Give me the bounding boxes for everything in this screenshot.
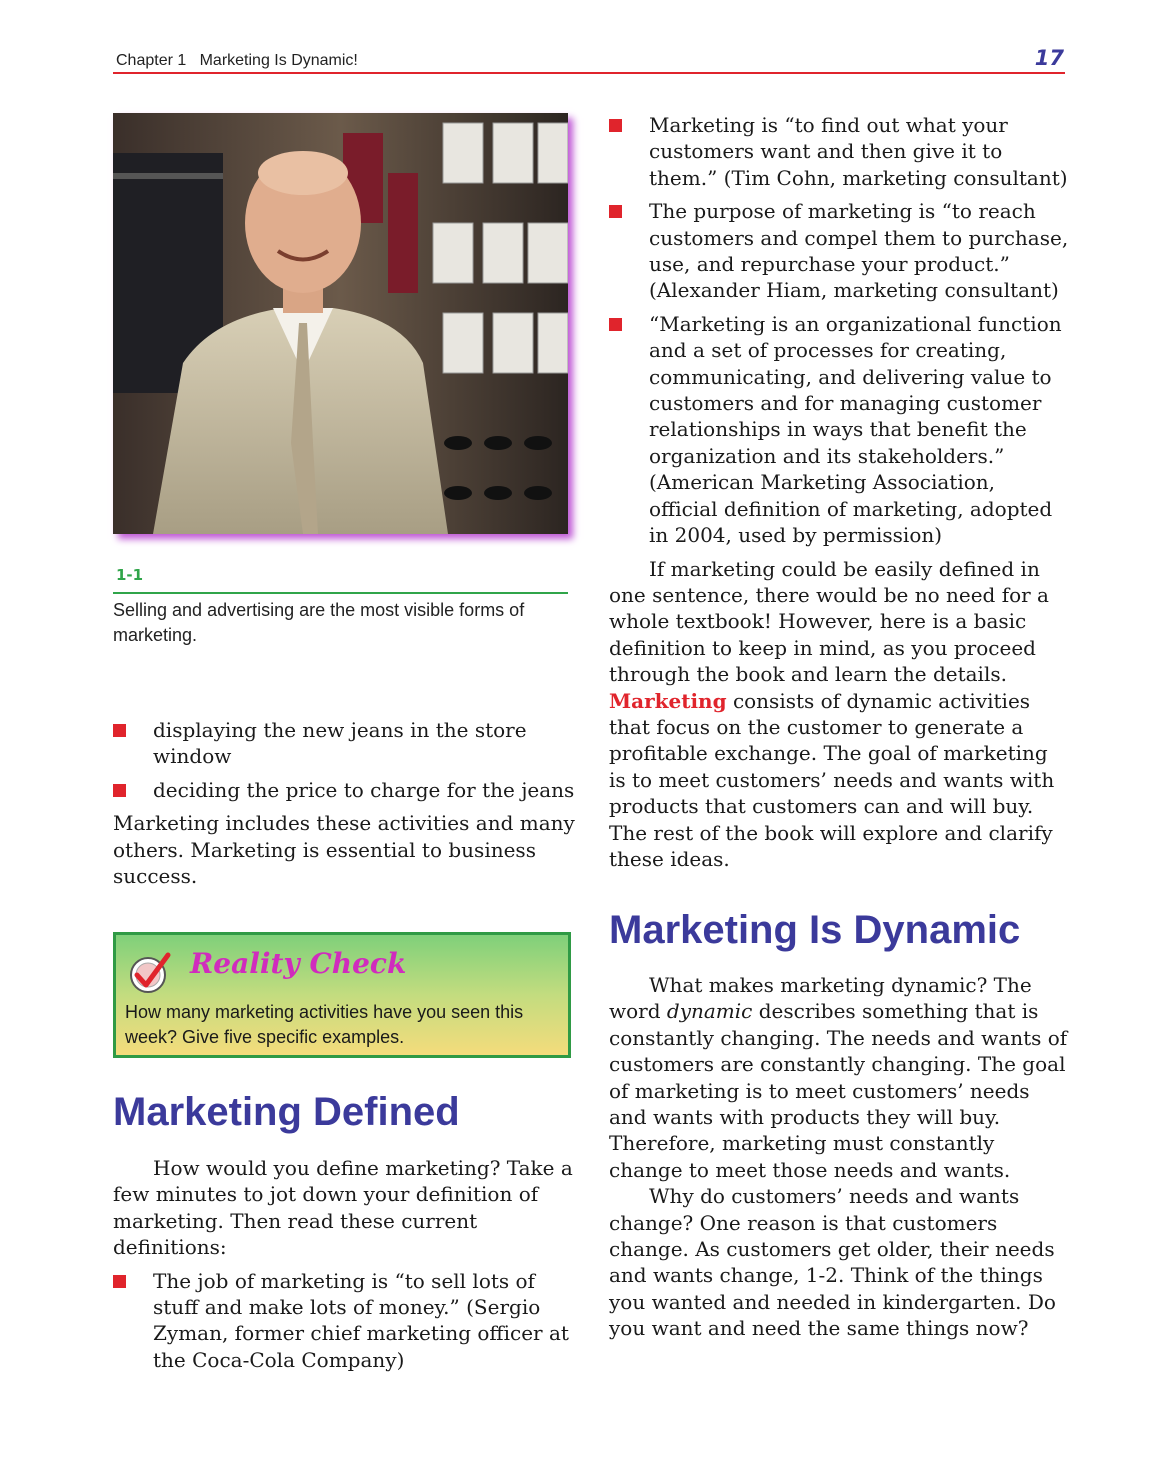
list-item: displaying the new jeans in the store window [113,717,575,770]
paragraph: Marketing includes these activities and many others. Marketing is essential to business success. [113,811,575,889]
figure-rule [113,592,568,594]
paragraph: If marketing could be easily defined in one sentence, there would be no need for a whole textbook! However, here is a basic definition to keep in mind, as you proceed through the book and learn the details. Marketing consists of dynamic activities that focus on the customer to generate a profitable exchange. The goal of marketing is to meet customers’ needs and wants with products that customers can and will buy. The rest of the book will explore and clarify these ideas. [609,556,1055,871]
checkmark-icon [128,951,172,995]
section-heading-marketing-defined: Marketing Defined [113,1090,460,1134]
list-item: The job of marketing is “to sell lots of stuff and make lots of money.” (Sergio Zyman, former chief marketing officer at the Coca-Cola Company) [113,1268,575,1374]
bullet-list [609,112,1069,549]
key-term: Marketing [609,688,727,713]
bullet-square-icon [113,1275,126,1288]
bullet-square-icon [113,724,126,737]
paragraph: What makes marketing dynamic? The word dynamic describes something that is constantly changing. The needs and wants of customers are constantly changing. The goal of marketing is to meet customers’ needs and wants with products they will buy. Therefore, marketing must constantly change to meet those needs and wants. [609,973,1068,1182]
photo-salesman-icon [113,113,568,534]
list-item: Marketing is “to find out what your customers want and then give it to them.” (Tim Cohn, marketing consultant) [609,112,1069,191]
right-column-bottom [609,972,1069,1342]
page-number: 17 [1034,46,1064,70]
reality-check-box [113,932,571,1058]
header-rule [113,72,1065,74]
paragraph: How would you define marketing? Take a few minutes to jot down your definition of marketing. Then read these current definitions: [113,1156,573,1260]
section-heading-marketing-is-dynamic: Marketing Is Dynamic [609,908,1021,952]
list-item: deciding the price to charge for the jeans [113,777,575,803]
running-head: Chapter 1 Marketing Is Dynamic! [116,52,358,69]
reality-check-text: How many marketing activities have you seen this week? Give five specific examples. [125,1002,524,1047]
bullet-list [113,717,575,803]
paragraph: Why do customers’ needs and wants change? One reason is that customers change. As customers get older, their needs and wants change, 1-2. Think of the things you wanted and needed in kindergarten. Do you want and need the same things now? [609,1184,1056,1341]
figure-label: 1-1 [116,566,144,584]
bullet-square-icon [609,318,622,331]
reality-check-title: Reality Check [190,947,407,980]
left-column-bottom [113,1155,575,1380]
bullet-list [113,1268,575,1374]
left-column-top [113,717,575,889]
right-column-top [609,112,1069,872]
figure-caption: Selling and advertising are the most visible forms of marketing. [113,600,525,645]
figure-photo [113,113,568,534]
bullet-square-icon [113,784,126,797]
list-item: “Marketing is an organizational function and a set of processes for creating, communicating, and delivering value to customers and for managing customer relationships in ways that benefit the organization and its stakeholders.” (American Marketing Association, official definition of marketing, adopted in 2004, used by permission) [609,311,1069,549]
bullet-square-icon [609,205,622,218]
list-item: The purpose of marketing is “to reach customers and compel them to purchase, use, and repurchase your product.” (Alexander Hiam, marketing consultant) [609,198,1069,304]
bullet-square-icon [609,119,622,132]
